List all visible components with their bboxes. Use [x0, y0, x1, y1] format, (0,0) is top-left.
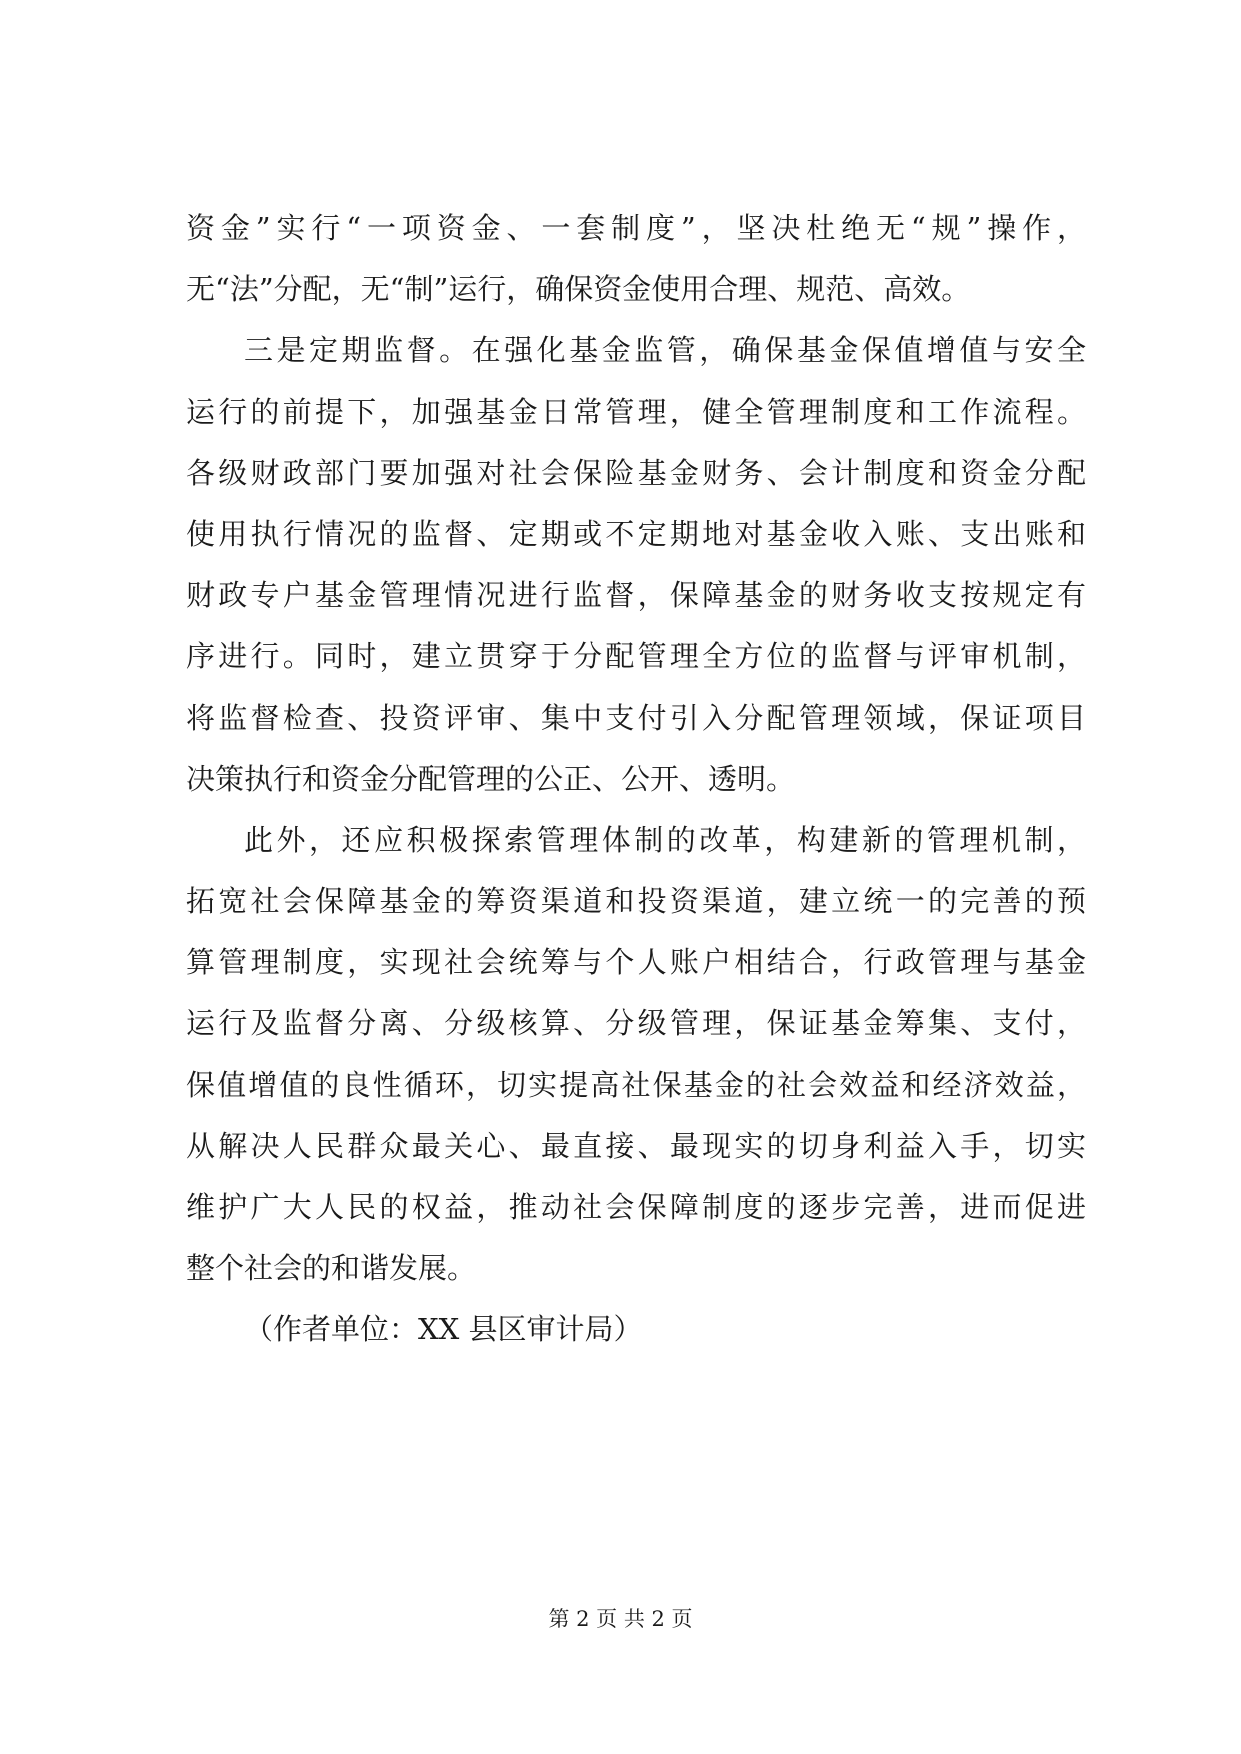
document-body	[186, 198, 1086, 1361]
text-line: 拓宽社会保障基金的筹资渠道和投资渠道，建立统一的完善的预	[186, 884, 1086, 919]
text-line: 三是定期监督。在强化基金监管，确保基金保值增值与安全	[244, 333, 1086, 368]
text-line: 序进行。同时，建立贯穿于分配管理全方位的监督与评审机制，	[186, 639, 1086, 674]
text-line: 无“法”分配，无“制”运行，确保资金使用合理、规范、高效。	[186, 272, 971, 307]
text-line: （作者单位：XX 县区审计局）	[244, 1312, 643, 1347]
text-line: 整个社会的和谐发展。	[186, 1251, 477, 1286]
text-line: 此外，还应积极探索管理体制的改革，构建新的管理机制，	[244, 822, 1086, 857]
text-line: 运行的前提下，加强基金日常管理，健全管理制度和工作流程。	[186, 394, 1086, 429]
text-line: 将监督检查、投资评审、集中支付引入分配管理领域，保证项目	[186, 700, 1086, 735]
text-line: 财政专户基金管理情况进行监督，保障基金的财务收支按规定有	[186, 578, 1086, 613]
text-line: 从解决人民群众最关心、最直接、最现实的切身利益入手，切实	[186, 1128, 1086, 1163]
text-line: 使用执行情况的监督、定期或不定期地对基金收入账、支出账和	[186, 516, 1086, 551]
text-line: 资金”实行“一项资金、一套制度”，坚决杜绝无“规”操作，	[186, 211, 1086, 245]
page-number-footer: 第 2 页 共 2 页	[548, 1607, 693, 1631]
text-line: 运行及监督分离、分级核算、分级管理，保证基金筹集、支付，	[186, 1006, 1086, 1041]
text-line: 算管理制度，实现社会统筹与个人账户相结合，行政管理与基金	[186, 945, 1086, 980]
text-line: 各级财政部门要加强对社会保险基金财务、会计制度和资金分配	[186, 455, 1086, 490]
text-line: 维护广大人民的权益，推动社会保障制度的逐步完善，进而促进	[186, 1190, 1086, 1224]
text-line: 决策执行和资金分配管理的公正、公开、透明。	[186, 761, 796, 796]
text-line: 保值增值的良性循环，切实提高社保基金的社会效益和经济效益，	[186, 1067, 1086, 1102]
